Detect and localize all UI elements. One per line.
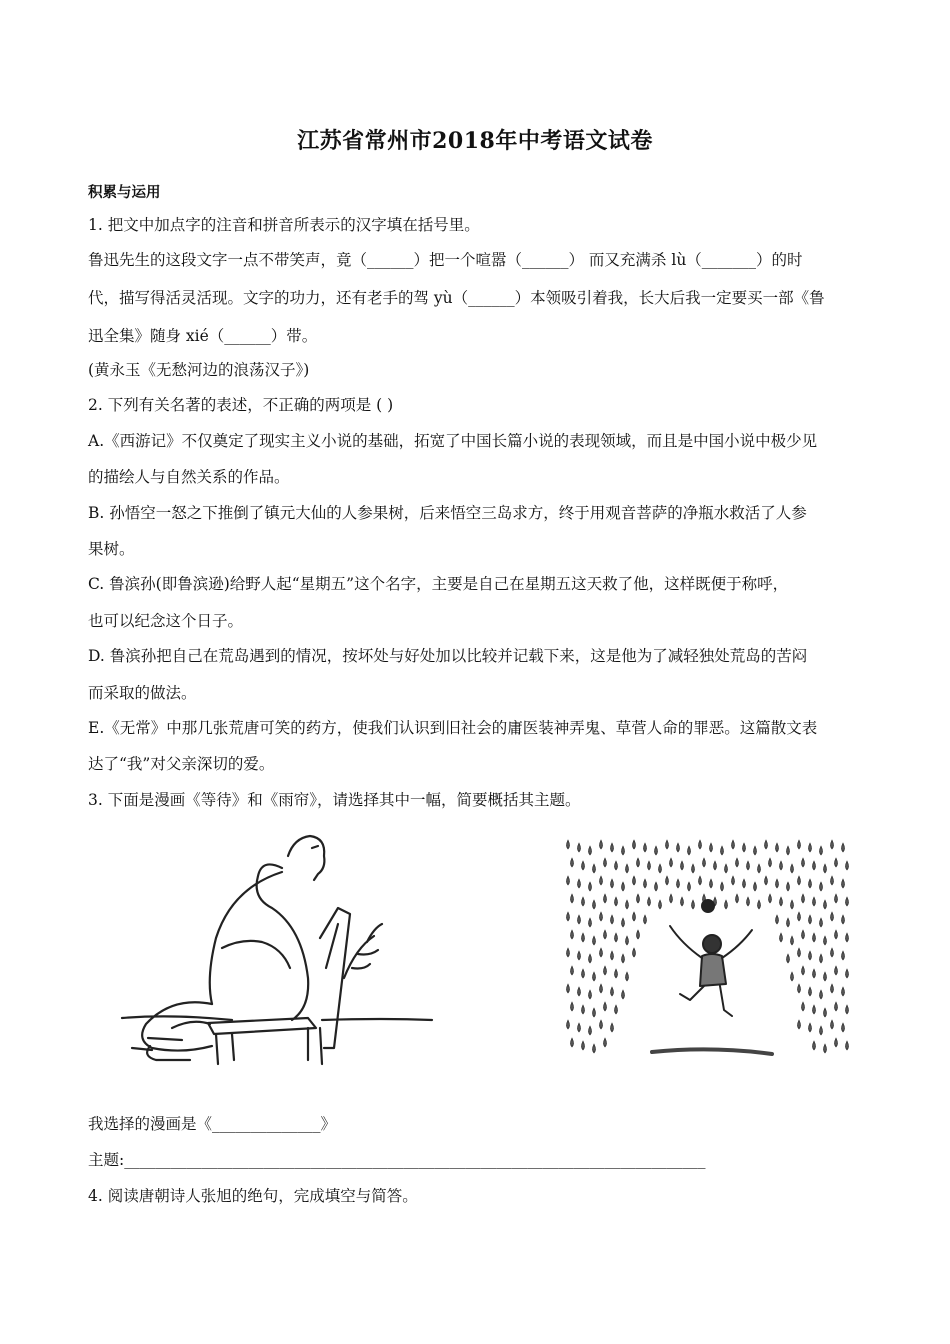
rain-drop <box>813 933 816 942</box>
rain-drop <box>765 876 768 885</box>
rain-drop <box>604 894 607 903</box>
rain-drop <box>600 876 603 885</box>
rain-drop <box>809 879 812 888</box>
rain-drop <box>798 948 801 957</box>
rain-drop <box>725 900 728 909</box>
q2-option-d-line1: D. 鲁滨孙把自己在荒岛遇到的情况，按坏处与好处加以比较并记载下来，这是他为了减轻独处荒岛的苦闷 <box>88 647 808 665</box>
rain-drop <box>589 954 592 963</box>
rain-drop <box>824 936 827 945</box>
rain-drop <box>593 936 596 945</box>
q1-text-line2: 代，描写得活灵活现。文字的功力，还有老手的驾 yù（______）本领吸引着我，长大后我一定要买一部《鲁 <box>88 289 825 307</box>
q2-option-c-line1: C. 鲁滨孙(即鲁滨逊)给野人起“星期五”这个名字，主要是自己在星期五这天救了他，这样既便于称呼， <box>88 575 789 593</box>
rain-drop <box>582 933 585 942</box>
cartoon-rain-curtain-image <box>562 834 854 1066</box>
rain-drop <box>593 900 596 909</box>
rain-drop <box>604 1038 607 1047</box>
rain-drop <box>791 936 794 945</box>
rain-drop <box>846 861 849 870</box>
rain-drop <box>593 1044 596 1053</box>
rain-drop <box>831 948 834 957</box>
rain-drop <box>571 1038 574 1047</box>
rain-drop <box>787 954 790 963</box>
rain-drop <box>780 933 783 942</box>
rain-drop <box>567 840 570 849</box>
rain-drop <box>732 840 735 849</box>
rain-drop <box>732 876 735 885</box>
rain-drop <box>681 897 684 906</box>
rain-drop <box>809 843 812 852</box>
rain-drop <box>688 882 691 891</box>
rain-drop <box>813 969 816 978</box>
rain-drop <box>820 1026 823 1035</box>
rain-drop <box>633 840 636 849</box>
rain-drop <box>655 882 658 891</box>
rain-drop <box>622 882 625 891</box>
rain-drop <box>567 876 570 885</box>
rain-drop <box>842 1023 845 1032</box>
rain-drop <box>670 894 673 903</box>
rain-drop <box>571 858 574 867</box>
cartoon-waiting-image <box>112 828 442 1078</box>
q2-option-b-line2: 果树。 <box>88 540 135 558</box>
rain-drop <box>571 894 574 903</box>
rain-drop <box>758 864 761 873</box>
rain-drop <box>820 918 823 927</box>
rain-drop <box>787 882 790 891</box>
rain-drop <box>813 1005 816 1014</box>
rain-drop <box>820 990 823 999</box>
rain-drop <box>809 1023 812 1032</box>
rain-drop <box>802 966 805 975</box>
rain-drop <box>692 864 695 873</box>
rain-drop <box>842 951 845 960</box>
rain-drop <box>831 1020 834 1029</box>
rain-drop <box>736 894 739 903</box>
rain-drop <box>644 843 647 852</box>
rain-drop <box>611 879 614 888</box>
rain-drop <box>626 972 629 981</box>
rain-drop <box>659 900 662 909</box>
rain-drop <box>798 840 801 849</box>
q2-option-b-line1: B. 孙悟空一怒之下推倒了镇元大仙的人参果树，后来悟空三岛求方，终于用观音菩萨的净瓶水救活了人参 <box>88 504 807 522</box>
rain-drop <box>611 1023 614 1032</box>
rain-drop <box>622 918 625 927</box>
q2-prompt: 2. 下列有关名著的表述，不正确的两项是 ( ) <box>88 396 394 414</box>
rain-drop <box>824 1008 827 1017</box>
rain-drop <box>824 972 827 981</box>
rain-drop <box>604 966 607 975</box>
rain-drop <box>571 930 574 939</box>
rain-drop <box>776 915 779 924</box>
rain-drop <box>681 861 684 870</box>
rain-drop <box>791 864 794 873</box>
rain-drop <box>626 864 629 873</box>
rain-drop <box>622 846 625 855</box>
rain-drop <box>820 882 823 891</box>
rain-drop <box>589 846 592 855</box>
rain-drop <box>747 861 750 870</box>
rain-drop <box>644 915 647 924</box>
rain-drop <box>582 861 585 870</box>
rain-drop <box>633 912 636 921</box>
rain-drop <box>743 843 746 852</box>
rain-drop <box>626 900 629 909</box>
rain-drop <box>604 1002 607 1011</box>
section-heading: 积累与运用 <box>88 184 161 201</box>
rain-drop <box>611 915 614 924</box>
rain-drop <box>776 879 779 888</box>
rain-drop <box>769 858 772 867</box>
rain-drop <box>754 846 757 855</box>
rain-drop <box>710 843 713 852</box>
rain-drop <box>567 912 570 921</box>
rain-drop <box>743 879 746 888</box>
rain-drop <box>802 930 805 939</box>
rain-drop <box>637 858 640 867</box>
rain-drop <box>780 897 783 906</box>
rain-drop <box>824 1044 827 1053</box>
rain-drop <box>604 930 607 939</box>
rain-drop <box>582 969 585 978</box>
rain-drop <box>780 861 783 870</box>
rain-drop <box>776 843 779 852</box>
rain-drop <box>582 1041 585 1050</box>
rain-drop <box>666 876 669 885</box>
rain-drop <box>846 897 849 906</box>
rain-drop <box>813 897 816 906</box>
rain-drop <box>703 858 706 867</box>
rain-drop <box>600 1020 603 1029</box>
q2-option-a-line1: A.《西游记》不仅奠定了现实主义小说的基础，拓宽了中国长篇小说的表现领域，而且是中国小说中极少见 <box>88 432 818 450</box>
q4-prompt: 4. 阅读唐朝诗人张旭的绝句，完成填空与简答。 <box>88 1187 418 1205</box>
rain-drop <box>677 879 680 888</box>
rain-drop <box>842 987 845 996</box>
rain-drop <box>835 894 838 903</box>
rain-drop <box>578 843 581 852</box>
rain-drop <box>787 918 790 927</box>
rain-drop <box>615 861 618 870</box>
rain-drop <box>611 987 614 996</box>
rain-drop <box>699 876 702 885</box>
rain-drop <box>820 954 823 963</box>
rain-drop <box>593 864 596 873</box>
rain-drop <box>798 876 801 885</box>
q1-source: (黄永玉《无愁河边的浪荡汉子》) <box>88 361 310 379</box>
rain-drop <box>626 936 629 945</box>
rain-drop <box>611 951 614 960</box>
q3-prompt: 3. 下面是漫画《等待》和《雨帘》，请选择其中一幅，简要概括其主题。 <box>88 791 581 809</box>
rain-drop <box>578 879 581 888</box>
rain-drop <box>589 882 592 891</box>
rain-drop <box>578 951 581 960</box>
rain-drop <box>798 1020 801 1029</box>
rain-drop <box>593 1008 596 1017</box>
rain-drop <box>648 861 651 870</box>
rain-drop <box>633 876 636 885</box>
rain-drop <box>633 948 636 957</box>
rain-drop <box>688 846 691 855</box>
rain-drop <box>791 900 794 909</box>
rain-drop <box>842 879 845 888</box>
rain-drop <box>659 864 662 873</box>
rain-drop <box>787 846 790 855</box>
rain-drop <box>567 948 570 957</box>
rain-drop <box>692 900 695 909</box>
rain-drop <box>589 1026 592 1035</box>
rain-drop <box>721 846 724 855</box>
rain-drop <box>824 900 827 909</box>
rain-drop <box>589 990 592 999</box>
q2-option-a-line2: 的描绘人与自然关系的作品。 <box>88 468 290 486</box>
q3-theme-line[interactable]: 主题:___________________________________________________________________________ <box>88 1151 706 1169</box>
rain-drop <box>615 1005 618 1014</box>
q1-text-line3: 迅全集》随身 xié（______）带。 <box>88 327 318 345</box>
rain-drop <box>835 1038 838 1047</box>
rain-drop <box>846 933 849 942</box>
rain-drop <box>846 969 849 978</box>
rain-drop <box>600 912 603 921</box>
rain-drop <box>831 876 834 885</box>
rain-drop <box>846 1005 849 1014</box>
rain-drop <box>747 897 750 906</box>
rain-drop <box>611 843 614 852</box>
rain-drop <box>835 858 838 867</box>
rain-drop <box>813 1041 816 1050</box>
rain-drop <box>824 864 827 873</box>
q2-option-d-line2: 而采取的做法。 <box>88 684 197 702</box>
rain-drop <box>622 954 625 963</box>
rain-drop <box>846 1041 849 1050</box>
rain-drop <box>604 858 607 867</box>
rain-drop <box>600 948 603 957</box>
rain-drop <box>769 894 772 903</box>
rain-drop <box>835 966 838 975</box>
rain-drop <box>714 861 717 870</box>
rain-drop <box>842 915 845 924</box>
rain-drop <box>802 858 805 867</box>
rain-drop <box>578 1023 581 1032</box>
rain-drop <box>648 897 651 906</box>
rain-drop <box>578 915 581 924</box>
rain-drop <box>725 864 728 873</box>
rain-drop <box>567 984 570 993</box>
rain-drop <box>582 1005 585 1014</box>
rain-drop <box>666 840 669 849</box>
rain-drop <box>600 840 603 849</box>
rain-drop <box>758 900 761 909</box>
rain-drop <box>831 840 834 849</box>
rain-drop <box>593 972 596 981</box>
rain-drop <box>754 882 757 891</box>
rain-drop <box>637 894 640 903</box>
rain-drop <box>615 933 618 942</box>
page-title: 江苏省常州市2018年中考语文试卷 <box>297 128 653 154</box>
q2-option-e-line2: 达了“我”对父亲深切的爱。 <box>88 755 275 773</box>
rain-drop <box>791 972 794 981</box>
rain-drop <box>809 915 812 924</box>
rain-drop <box>835 1002 838 1011</box>
rain-drop <box>809 951 812 960</box>
rain-drop <box>677 843 680 852</box>
rain-drop <box>571 966 574 975</box>
rain-drop <box>600 984 603 993</box>
rain-drop <box>831 912 834 921</box>
rain-drop <box>578 987 581 996</box>
q1-prompt: 1. 把文中加点字的注音和拼音所表示的汉字填在括号里。 <box>88 216 480 234</box>
rain-drop <box>571 1002 574 1011</box>
rain-drop <box>637 930 640 939</box>
rain-drop <box>699 840 702 849</box>
rain-drop <box>736 858 739 867</box>
rain-drop <box>721 882 724 891</box>
rain-drop <box>765 840 768 849</box>
rain-drop <box>813 861 816 870</box>
rain-drop <box>615 897 618 906</box>
rain-drop <box>820 846 823 855</box>
rain-drop <box>798 912 801 921</box>
q1-text-line1: 鲁迅先生的这段文字一点不带笑声，竟（______）把一个喧嚣（______） 而又充满杀 lù（_______）的时 <box>88 251 803 269</box>
rain-drop <box>615 969 618 978</box>
q2-option-c-line2: 也可以纪念这个日子。 <box>88 612 244 630</box>
rain-drop <box>710 879 713 888</box>
rain-drop <box>655 846 658 855</box>
rain-drop <box>644 879 647 888</box>
rain-drop <box>582 897 585 906</box>
rain-drop <box>835 930 838 939</box>
rain-drop <box>802 1002 805 1011</box>
rain-drop <box>798 984 801 993</box>
rain-drop <box>802 894 805 903</box>
rain-drop <box>622 990 625 999</box>
rain-drop <box>842 843 845 852</box>
rain-drop <box>567 1020 570 1029</box>
rain-drop <box>589 918 592 927</box>
rain-drop <box>670 858 673 867</box>
rain-drop <box>831 984 834 993</box>
rain-drop <box>809 987 812 996</box>
q2-option-e-line1: E.《无常》中那几张荒唐可笑的药方，使我们认识到旧社会的庸医装神弄鬼、草菅人命的罪恶。这篇散文表 <box>88 719 818 737</box>
q3-choice-line[interactable]: 我选择的漫画是《______________》 <box>88 1115 337 1133</box>
